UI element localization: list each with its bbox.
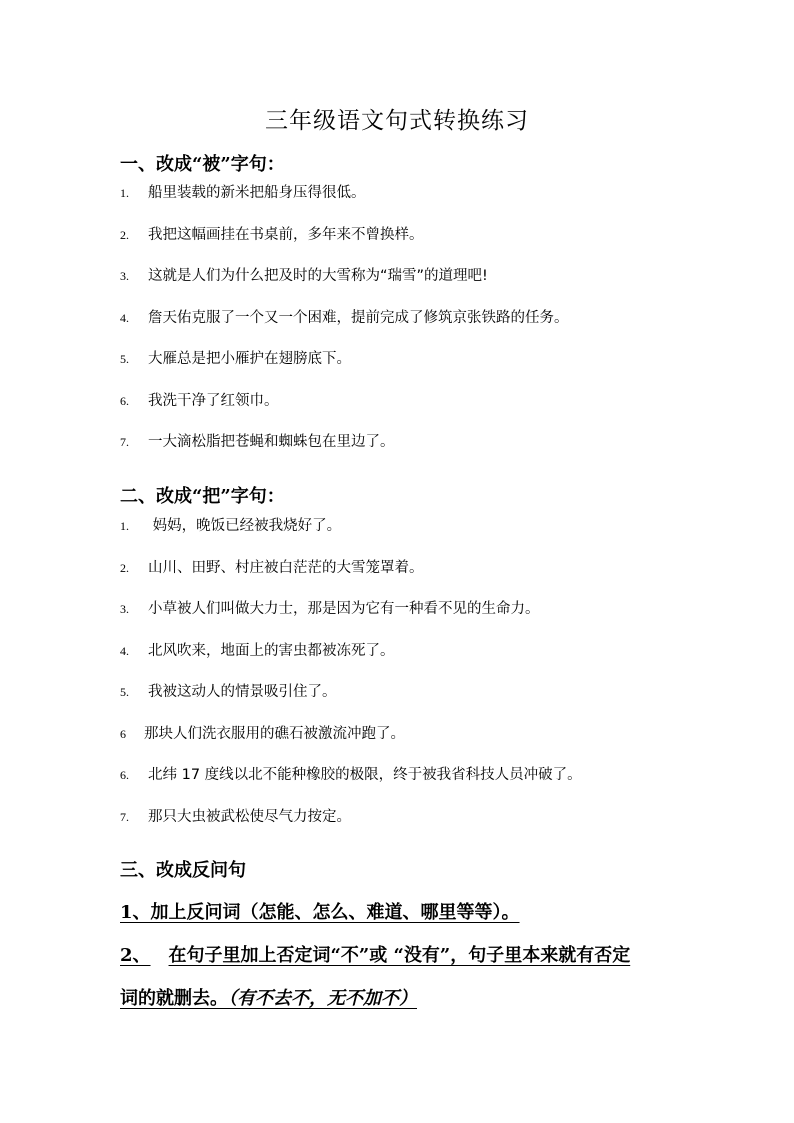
- item-number: 1.: [120, 519, 129, 533]
- section1-item-4: [120, 306, 569, 327]
- item-number: 6.: [120, 394, 129, 408]
- section2-item-3: [120, 597, 540, 618]
- section1-heading: 一、改成“被”字句：: [120, 154, 285, 175]
- item-number: 1.: [120, 186, 129, 200]
- section1-item-7: [120, 430, 395, 451]
- item-text: 我洗干净了红领巾。: [148, 393, 279, 409]
- rule-text: 在句子里加上否定词“不”或 “没有”，句子里本来就有否定: [168, 945, 631, 966]
- item-number: 7.: [120, 435, 129, 449]
- item-number: 4.: [120, 644, 129, 658]
- section2-heading: 二、改成“把”字句：: [120, 486, 285, 507]
- item-number: 5.: [120, 685, 129, 699]
- item-number: 6: [120, 727, 126, 741]
- rule-mnemonic: （有不去不，无不加不）: [228, 988, 417, 1009]
- section3-rule-2-line-2: [120, 984, 417, 1010]
- section2-item-2: [120, 556, 424, 577]
- item-text: 那只大虫被武松使尽气力按定。: [148, 809, 351, 825]
- item-number: 3.: [120, 269, 129, 283]
- section2-item-7: [120, 763, 582, 784]
- section2-item-5: [120, 680, 337, 701]
- section3-rule-1: 1、加上反问词（怎能、怎么、难道、哪里等等）。: [120, 902, 520, 923]
- item-number: 7.: [120, 810, 129, 824]
- section3-heading: 三、改成反问句: [120, 860, 246, 881]
- section2-item-6: [120, 722, 405, 743]
- item-text: 这就是人们为什么把及时的大雪称为“瑞雪”的道理吧!: [148, 268, 488, 284]
- section1-item-3: [120, 264, 488, 285]
- item-text: 我把这幅画挂在书桌前，多年来不曾换样。: [148, 227, 424, 243]
- rule-text: 词的就删去。: [120, 988, 228, 1009]
- item-text: 詹天佑克服了一个又一个困难，提前完成了修筑京张铁路的任务。: [148, 310, 569, 326]
- section1-item-1: [120, 181, 366, 202]
- section2-item-1: [120, 514, 341, 535]
- item-text: 大雁总是把小雁护在翅膀底下。: [148, 351, 351, 367]
- section2-item-4: [120, 639, 395, 660]
- item-text: 小草被人们叫做大力士，那是因为它有一种看不见的生命力。: [148, 601, 540, 617]
- item-text: 北纬 17 度线以北不能种橡胶的极限，终于被我省科技人员冲破了。: [148, 767, 582, 783]
- section1-item-2: [120, 223, 424, 244]
- item-text: 山川、田野、村庄被白茫茫的大雪笼罩着。: [148, 560, 424, 576]
- section3-rule-2-line-1: [120, 941, 630, 967]
- item-text: 北风吹来，地面上的害虫都被冻死了。: [148, 643, 395, 659]
- page-title: 三年级语文句式转换练习: [265, 108, 529, 134]
- item-text: 船里装载的新米把船身压得很低。: [148, 185, 366, 201]
- section2-item-8: [120, 805, 351, 826]
- item-number: 3.: [120, 602, 129, 616]
- item-text: 一大滴松脂把苍蝇和蜘蛛包在里边了。: [148, 434, 395, 450]
- item-number: 2.: [120, 561, 129, 575]
- section1-item-6: [120, 389, 279, 410]
- item-number: 4.: [120, 311, 129, 325]
- item-number: 6.: [120, 768, 129, 782]
- item-text: 我被这动人的情景吸引住了。: [148, 684, 337, 700]
- item-number: 2.: [120, 228, 129, 242]
- item-number: 5.: [120, 352, 129, 366]
- item-text: 那块人们洗衣服用的礁石被激流冲跑了。: [144, 726, 405, 742]
- section1-item-5: [120, 347, 351, 368]
- item-text: 妈妈，晚饭已经被我烧好了。: [148, 518, 342, 534]
- rule-number: 2、: [120, 945, 151, 966]
